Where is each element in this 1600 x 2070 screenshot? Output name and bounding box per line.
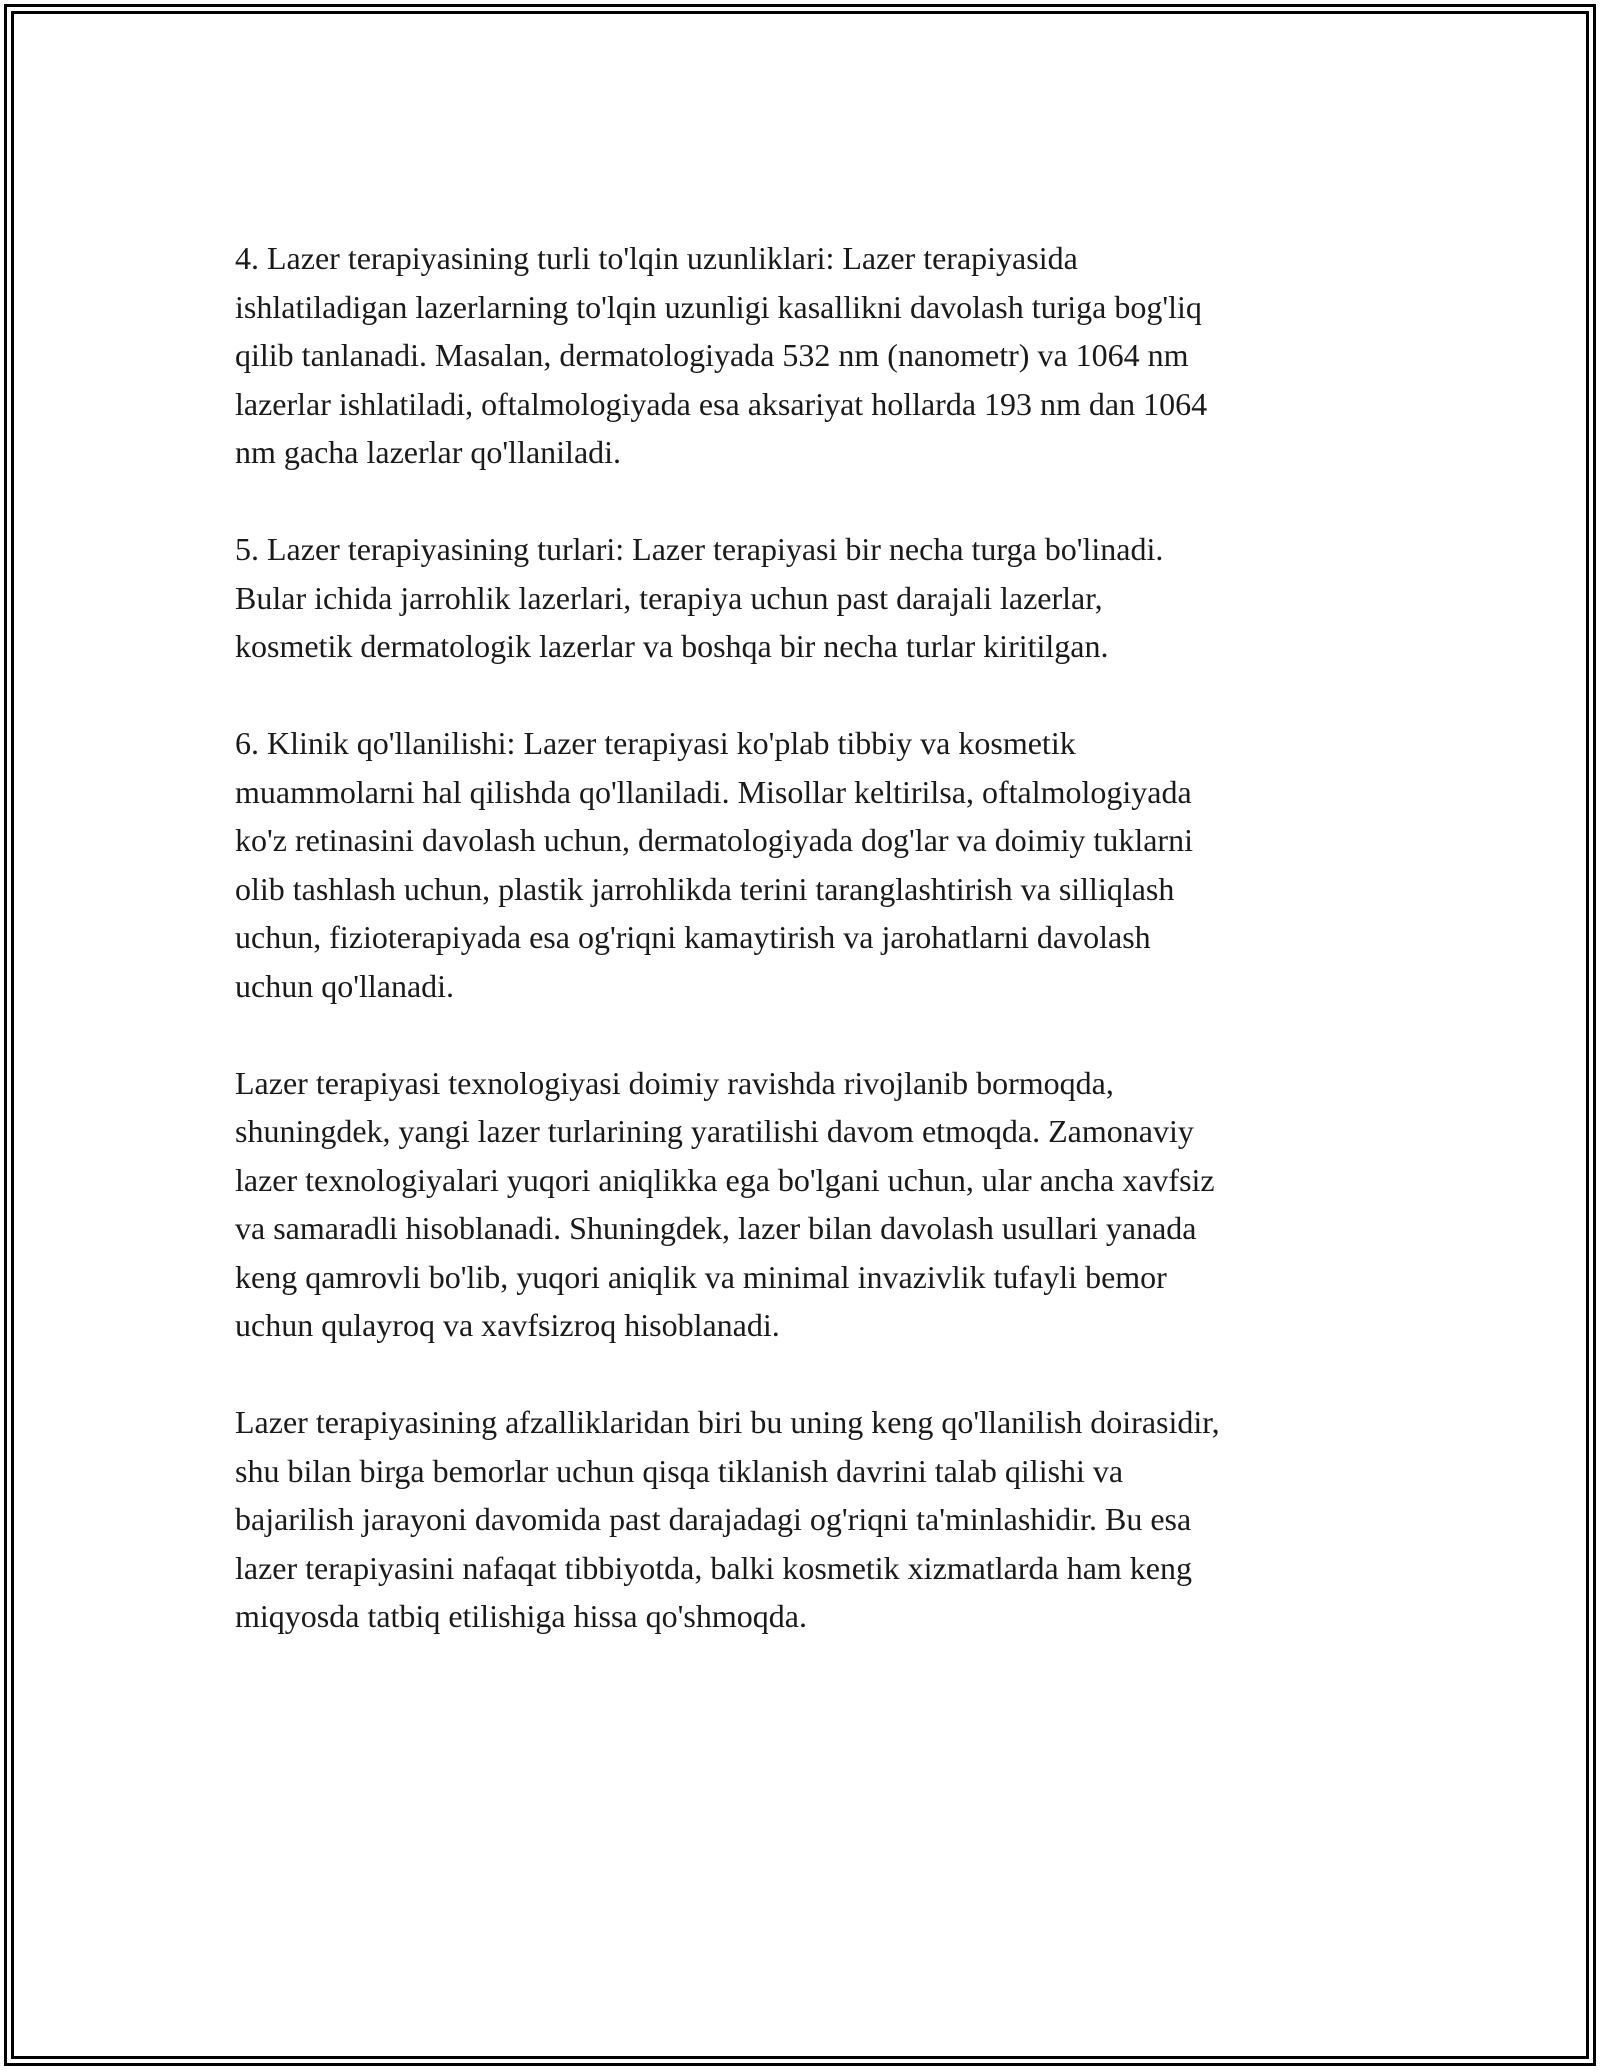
text-line: lazer texnologiyalari yuqori aniqlikka ega bo'lgani uchun, ular ancha xavfsiz xyxy=(235,1161,1215,1198)
text-line: va samaradli hisoblanadi. Shuningdek, lazer bilan davolash usullari yanada xyxy=(235,1210,1197,1246)
text-line: shuningdek, yangi lazer turlarining yaratilishi davom etmoqda. Zamonaviy xyxy=(235,1113,1194,1149)
paragraph-types xyxy=(235,525,1395,671)
text-line: olib tashlash uchun, plastik jarrohlikda terini taranglashtirish va silliqlash xyxy=(235,870,1175,907)
paragraph-wavelengths xyxy=(235,234,1395,477)
text-line: kosmetik dermatologik lazerlar va boshqa bir necha turlar kiritilgan. xyxy=(235,628,1109,664)
text-line: 5. Lazer terapiyasining turlari: Lazer terapiyasi bir necha turga bo'linadi. xyxy=(235,531,1164,567)
text-line: uchun, fizioterapiyada esa og'riqni kamaytirish va jarohatlarni davolash xyxy=(235,919,1151,955)
text-line: Bular ichida jarrohlik lazerlari, terapiya uchun past darajali lazerlar, xyxy=(235,579,1103,616)
text-line: Lazer terapiyasi texnologiyasi doimiy ravishda rivojlanib bormoqda, xyxy=(235,1064,1114,1101)
text-line: lazerlar ishlatiladi, oftalmologiyada esa aksariyat hollarda 193 nm dan 1064 xyxy=(235,385,1208,422)
text-line: miqyosda tatbiq etilishiga hissa qo'shmoqda. xyxy=(235,1598,807,1634)
text-line: shu bilan birga bemorlar uchun qisqa tiklanish davrini talab qilishi va xyxy=(235,1452,1124,1489)
paragraph-clinical-use xyxy=(235,719,1395,1010)
text-line: keng qamrovli bo'lib, yuqori aniqlik va minimal invazivlik tufayli bemor xyxy=(235,1258,1167,1295)
document-body xyxy=(235,234,1395,1689)
text-line: lazer terapiyasini nafaqat tibbiyotda, balki kosmetik xizmatlarda ham keng xyxy=(235,1549,1192,1586)
text-line: uchun qo'llanadi. xyxy=(235,967,455,1004)
text-line: bajarilish jarayoni davomida past darajadagi og'riqni ta'minlashidir. Bu esa xyxy=(235,1501,1192,1537)
text-line: muammolarni hal qilishda qo'llaniladi. Misollar keltirilsa, oftalmologiyada xyxy=(235,773,1192,810)
text-line: Lazer terapiyasining afzalliklaridan biri bu uning keng qo'llanilish doirasidir, xyxy=(235,1404,1220,1440)
text-line: uchun qulayroq va xavfsizroq hisoblanadi. xyxy=(235,1307,780,1343)
text-line: ko'z retinasini davolash uchun, dermatologiyada dog'lar va doimiy tuklarni xyxy=(235,822,1193,858)
paragraph-advantages xyxy=(235,1398,1395,1641)
text-line: 6. Klinik qo'llanilishi: Lazer terapiyasi ko'plab tibbiy va kosmetik xyxy=(235,725,1076,761)
text-line: 4. Lazer terapiyasining turli to'lqin uzunliklari: Lazer terapiyasida xyxy=(235,240,1078,276)
text-line: nm gacha lazerlar qo'llaniladi. xyxy=(235,434,622,470)
paragraph-technology xyxy=(235,1059,1395,1350)
text-line: qilib tanlanadi. Masalan, dermatologiyada 532 nm (nanometr) va 1064 nm xyxy=(235,337,1189,373)
text-line: ishlatiladigan lazerlarning to'lqin uzunligi kasallikni davolash turiga bog'liq xyxy=(235,288,1202,325)
